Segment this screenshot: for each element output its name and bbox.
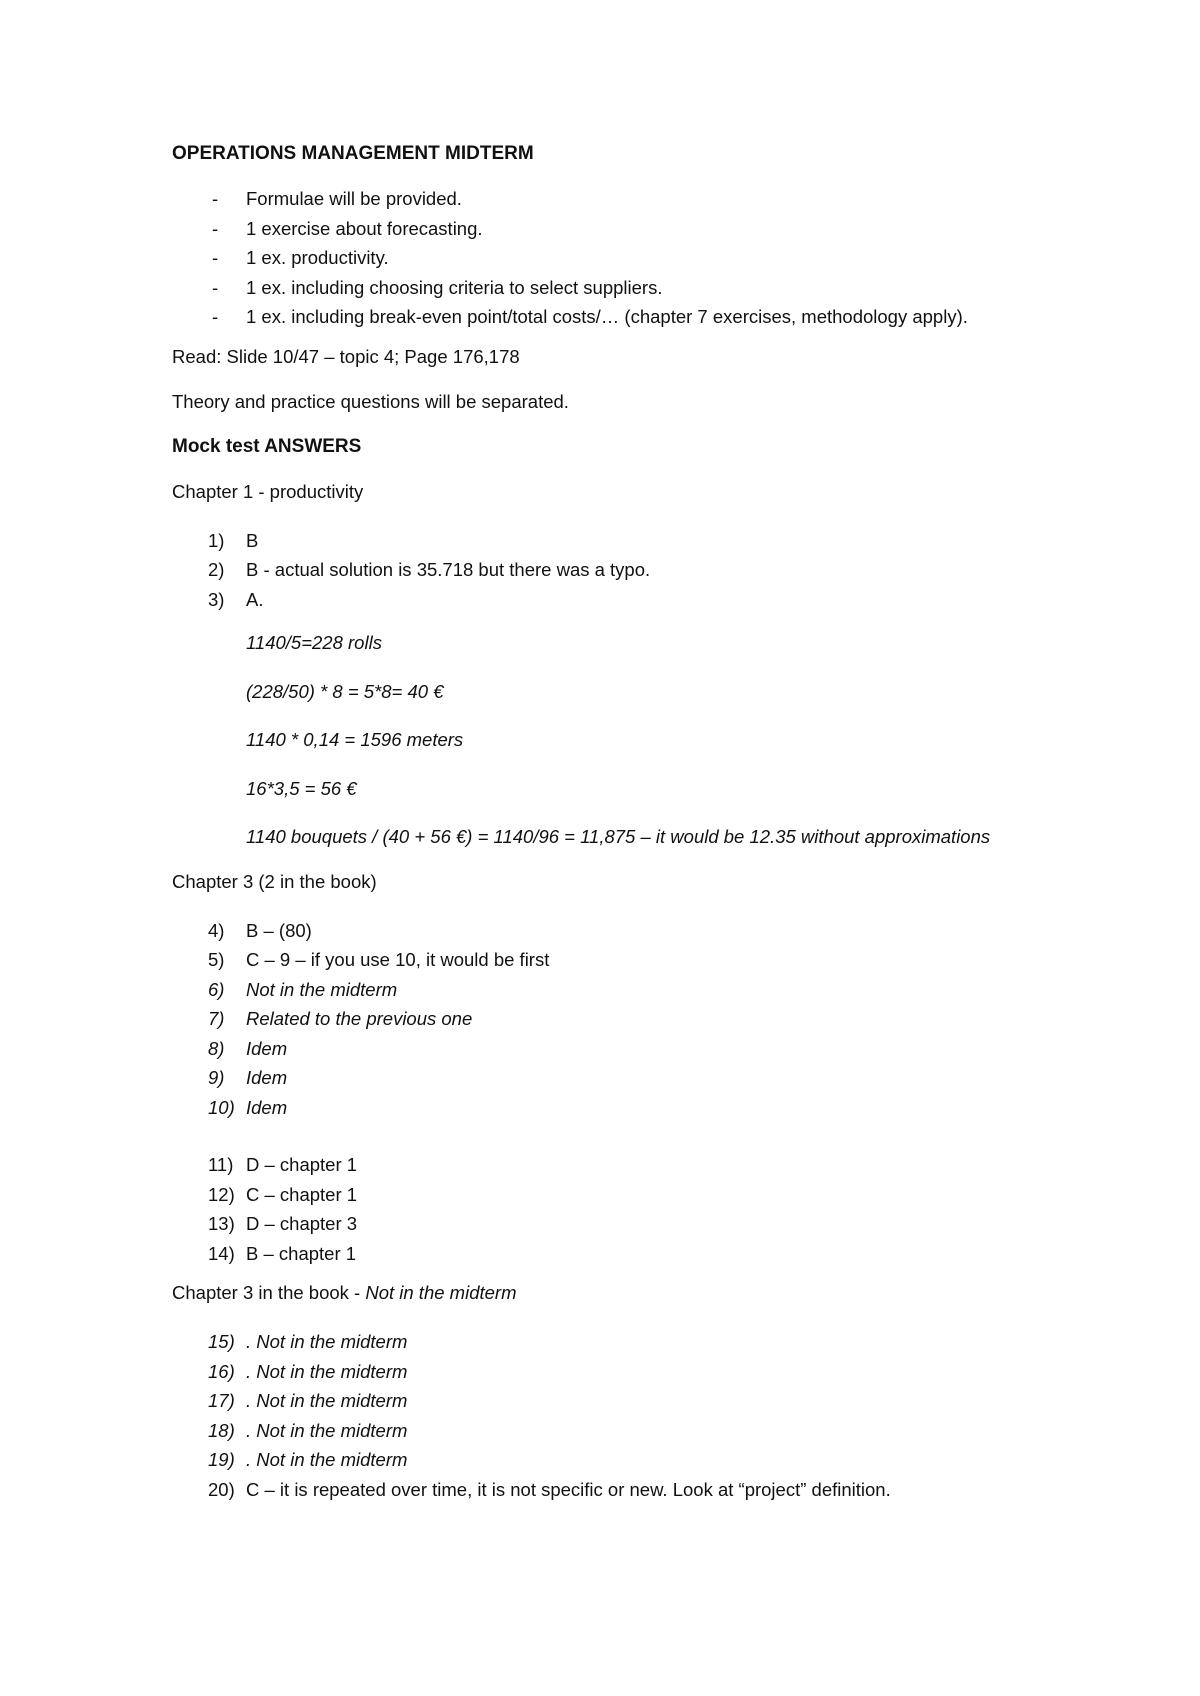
- list-item: - 1 exercise about forecasting.: [172, 214, 1032, 244]
- answer-item: 12) C – chapter 1: [208, 1183, 358, 1205]
- read-line: Read: Slide 10/47 – topic 4; Page 176,178: [172, 345, 520, 367]
- chapter3-answers-continued: [172, 1150, 1032, 1268]
- answer-item: 19) . Not in the midterm: [208, 1449, 408, 1470]
- intro-list: [172, 184, 1032, 332]
- calculation-line: 16*3,5 = 56 €: [246, 777, 357, 799]
- calculation-line: 1140 * 0,14 = 1596 meters: [246, 729, 464, 750]
- theory-line: Theory and practice questions will be separated.: [172, 390, 569, 412]
- bullet-dash: -: [212, 217, 219, 239]
- calculation-line: 1140/5=228 rolls: [246, 632, 382, 653]
- bullet-dash: -: [212, 247, 219, 268]
- bullet-dash: -: [212, 276, 219, 298]
- answer-item: 14) B – chapter 1: [208, 1242, 357, 1264]
- document-title: OPERATIONS MANAGEMENT MIDTERM: [172, 143, 534, 164]
- chapter3-book-heading: Chapter 3 in the book - Not in the midterm: [172, 1282, 517, 1303]
- chapter3-book-answers: [172, 1327, 1032, 1504]
- list-item: - Formulae will be provided.: [172, 184, 1032, 214]
- answer-item: 16) . Not in the midterm: [208, 1360, 408, 1382]
- list-item: - 1 ex. including break-even point/total costs/… (chapter 7 exercises, methodology apply).: [172, 302, 1032, 332]
- spacer: [172, 1122, 1032, 1150]
- answer-item: 17) . Not in the midterm: [208, 1390, 408, 1411]
- answer-item: 15) . Not in the midterm: [208, 1331, 408, 1352]
- answer-item: 20) C – it is repeated over time, it is not specific or new. Look at “project” definition.: [208, 1478, 891, 1500]
- calculation-line: 1140 bouquets / (40 + 56 €) = 1140/96 = 11,875 – it would be 12.35 without approximations: [246, 826, 991, 847]
- answer-item: 4) B – (80): [208, 919, 312, 941]
- answer-item: 1) B: [208, 529, 259, 551]
- answer-item: 9) Idem: [208, 1067, 288, 1088]
- bullet-dash: -: [212, 188, 219, 209]
- answer-item: 2) B - actual solution is 35.718 but there was a typo.: [208, 559, 651, 580]
- list-item: - 1 ex. productivity.: [172, 243, 1032, 273]
- chapter3-heading: Chapter 3 (2 in the book): [172, 870, 377, 892]
- answer-item: 5) C – 9 – if you use 10, it would be first: [208, 949, 550, 970]
- bullet-dash: -: [212, 306, 219, 327]
- answer-item: 6) Not in the midterm: [208, 978, 398, 1000]
- answer-item: 7) Related to the previous one: [208, 1008, 473, 1029]
- document-body: [172, 143, 1032, 1518]
- chapter3-answers: [172, 916, 1032, 1123]
- answer-item: 8) Idem: [208, 1037, 288, 1059]
- answer-item: 13) D – chapter 3: [208, 1213, 358, 1234]
- answer-item: 3) A.: [208, 588, 264, 610]
- answer-item: 11) D – chapter 1: [208, 1154, 358, 1175]
- answer-item: 18) . Not in the midterm: [208, 1419, 408, 1441]
- list-item: - 1 ex. including choosing criteria to select suppliers.: [172, 273, 1032, 303]
- answer-item: 10) Idem: [208, 1096, 288, 1118]
- mock-test-heading: Mock test ANSWERS: [172, 435, 362, 457]
- chapter1-heading: Chapter 1 - productivity: [172, 480, 364, 502]
- chapter1-answers: [172, 526, 1032, 615]
- calculation-line: (228/50) * 8 = 5*8= 40 €: [246, 680, 444, 702]
